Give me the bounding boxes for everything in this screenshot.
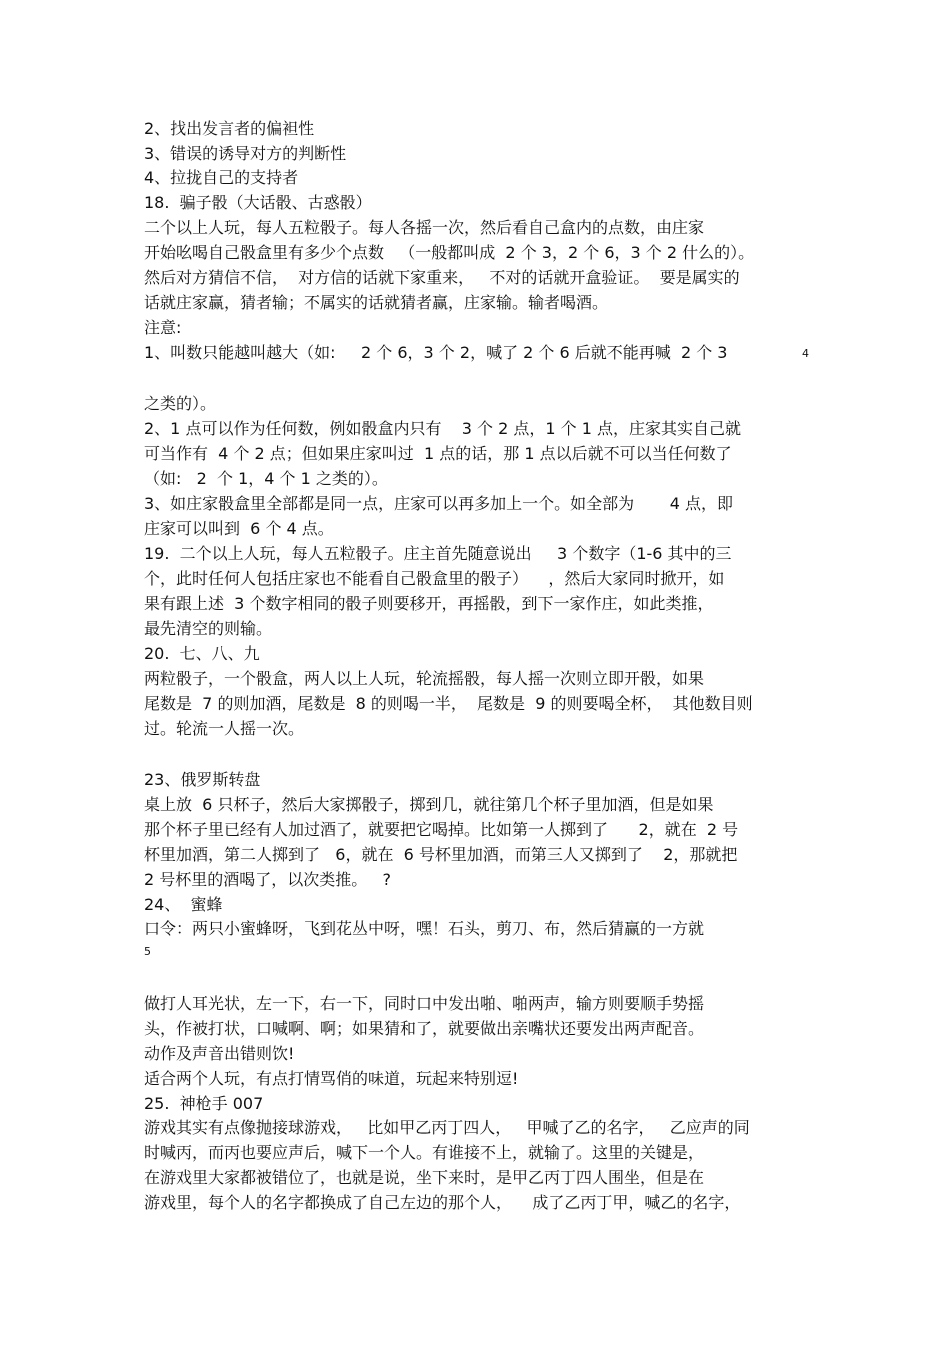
text-line: 过。轮流一人摇一次。 [144, 719, 305, 738]
text-line: 杯里加酒，第二人掷到了 6，就在 6 号杯里加酒，而第三人又掷到了 2，那就把 [144, 845, 738, 864]
text-line: 2、找出发言者的偏袒性 [144, 119, 315, 138]
text-line: 之类的）。 [144, 394, 217, 413]
text-line: 那个杯子里已经有人加过酒了，就要把它喝掉。比如第一人掷到了 2，就在 2 号 [144, 820, 739, 839]
page-number: 4 [802, 347, 809, 360]
text-line: 个，此时任何人包括庄家也不能看自己骰盒里的骰子） ，然后大家同时掀开，如 [144, 569, 725, 588]
text-line: 3、错误的诱导对方的判断性 [144, 144, 347, 163]
text-line: 最先清空的则输。 [144, 619, 273, 638]
text-line: 果有跟上述 3 个数字相同的骰子则要移开，再摇骰，到下一家作庄，如此类推， [144, 594, 714, 613]
section-heading: 23、俄罗斯转盘 [144, 770, 261, 789]
text-line: 桌上放 6 只杯子，然后大家掷骰子，掷到几，就往第几个杯子里加酒，但是如果 [144, 795, 714, 814]
text-line: 4、拉拢自己的支持者 [144, 168, 299, 187]
section-heading: 19. 二个以上人玩，每人五粒骰子。庄主首先随意说出 3 个数字（1-6 其中的三 [144, 544, 732, 563]
text-line: 3、如庄家骰盒里全部都是同一点，庄家可以再多加上一个。如全部为 4 点，即 [144, 494, 734, 513]
text-line: 时喊丙，而丙也要应声后，喊下一个人。有谁接不上，就输了。这里的关键是， [144, 1143, 705, 1162]
section-heading: 24、 蜜蜂 [144, 895, 223, 914]
text-line: 游戏其实有点像抛接球游戏， 比如甲乙丙丁四人， 甲喊了乙的名字， 乙应声的同 [144, 1118, 750, 1137]
section-heading: 18. 骗子骰（大话骰、古惑骰） [144, 193, 372, 212]
section-heading: 25. 神枪手 007 [144, 1094, 264, 1113]
section-heading: 20. 七、八、九 [144, 644, 260, 663]
text-line: 动作及声音出错则饮! [144, 1044, 295, 1063]
text-line: 尾数是 7 的则加酒，尾数是 8 的则喝一半， 尾数是 9 的则要喝全杯， 其他数目则 [144, 694, 753, 713]
text-line: 然后对方猜信不信， 对方信的话就下家重来， 不对的话就开盒验证。 要是属实的 [144, 268, 740, 287]
text-line: 1、叫数只能越叫越大（如: 2 个 6，3 个 2，喊了 2 个 6 后就不能再喊 2 个 3 [144, 343, 728, 362]
text-line: 头，作被打状，口喊啊、啊；如果猜和了，就要做出亲嘴状还要发出两声配音。 [144, 1019, 705, 1038]
text-line: （如: 2 个 1，4 个 1 之类的）。 [144, 469, 388, 488]
text-line: 庄家可以叫到 6 个 4 点。 [144, 519, 334, 538]
text-line: 2、1 点可以作为任何数，例如骰盒内只有 3 个 2 点，1 个 1 点，庄家其实自己就 [144, 419, 742, 438]
text-line: 开始吆喝自己骰盒里有多少个点数 （一般都叫成 2 个 3，2 个 6，3 个 2 什么的）。 [144, 243, 755, 262]
page-number: 5 [144, 945, 151, 958]
text-line: 口令：两只小蜜蜂呀，飞到花丛中呀，嘿！石头，剪刀、布，然后猜赢的一方就 [144, 919, 705, 938]
text-line: 游戏里，每个人的名字都换成了自己左边的那个人， 成了乙丙丁甲，喊乙的名字， [144, 1193, 741, 1212]
text-line: 2 号杯里的酒喝了，以次类推。 ? [144, 870, 392, 889]
text-line: 话就庄家赢，猜者输；不属实的话就猜者赢，庄家输。输者喝酒。 [144, 293, 609, 312]
text-line: 在游戏里大家都被错位了，也就是说，坐下来时，是甲乙丙丁四人围坐，但是在 [144, 1168, 705, 1187]
text-line: 两粒骰子，一个骰盒，两人以上人玩，轮流摇骰，每人摇一次则立即开骰，如果 [144, 669, 705, 688]
text-line: 适合两个人玩，有点打情骂俏的味道，玩起来特别逗! [144, 1069, 519, 1088]
text-line: 做打人耳光状，左一下，右一下，同时口中发出啪、啪两声，输方则要顺手势摇 [144, 994, 705, 1013]
text-line: 注意: [144, 318, 182, 337]
text-line: 可当作有 4 个 2 点；但如果庄家叫过 1 点的话，那 1 点以后就不可以当任何数了 [144, 444, 732, 463]
text-line: 二个以上人玩，每人五粒骰子。每人各摇一次，然后看自己盒内的点数，由庄家 [144, 218, 705, 237]
